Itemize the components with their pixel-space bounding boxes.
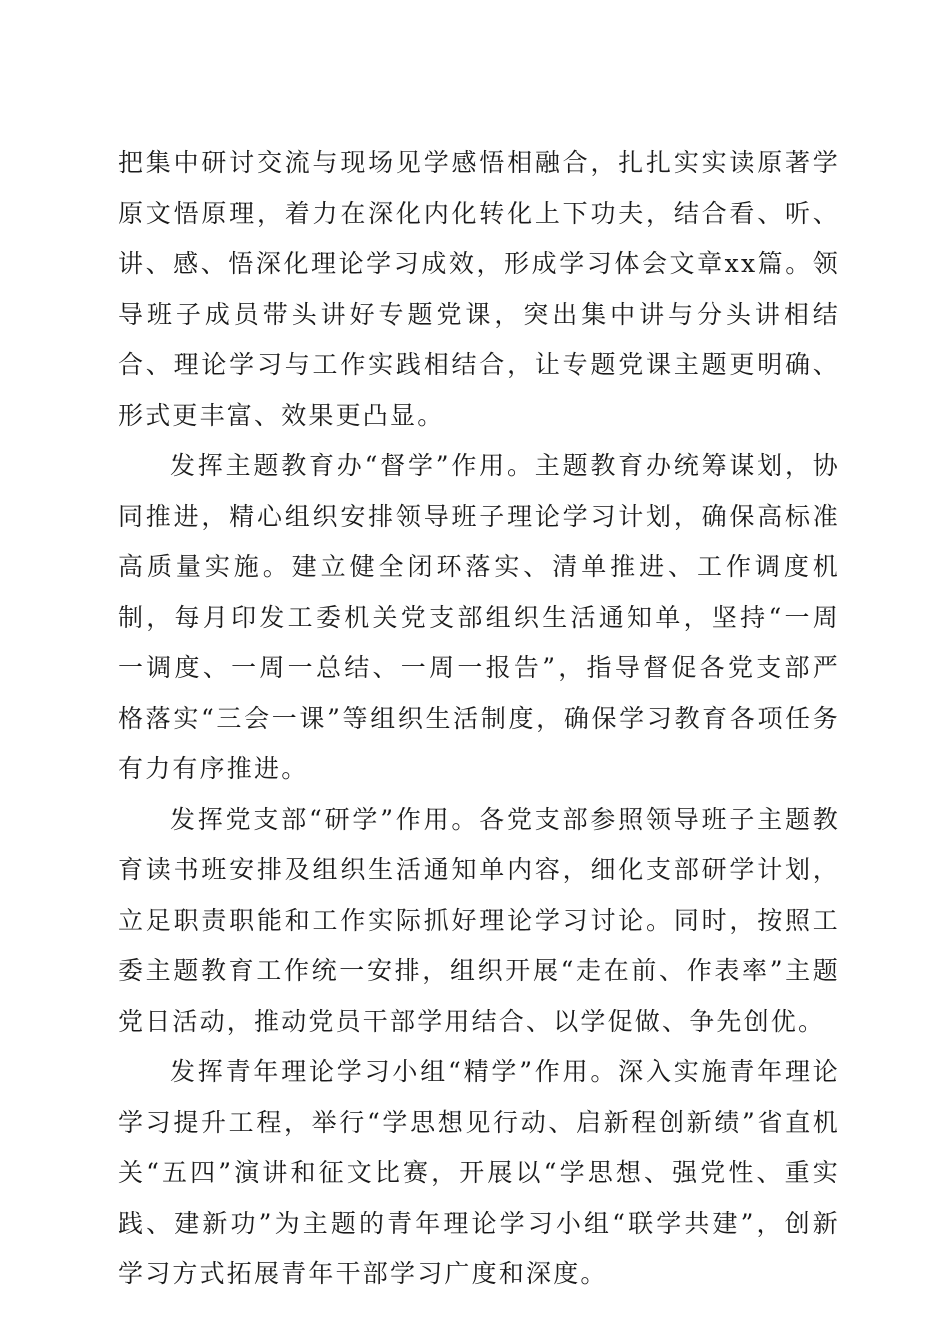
paragraph-1: 把集中研讨交流与现场见学感悟相融合，扎扎实实读原著学原文悟原理，着力在深化内化转化上下功夫，结合看、听、讲、感、悟深化理论学习成效，形成学习体会文章xx篇。领导班子成员带头讲好专题党课，突出集中讲与分头讲相结合、理论学习与工作实践相结合，让专题党课主题更明确、形式更丰富、效果更凸显。	[118, 148, 840, 430]
document-body	[118, 138, 840, 1300]
paragraph-3: 发挥党支部“研学”作用。各党支部参照领导班子主题教育读书班安排及组织生活通知单内容，细化支部研学计划，立足职责职能和工作实际抓好理论学习讨论。同时，按照工委主题教育工作统一安排，组织开展“走在前、作表率”主题党日活动，推动党员干部学用结合、以学促做、争先创优。	[118, 804, 840, 1036]
paragraph-2: 发挥主题教育办“督学”作用。主题教育办统筹谋划，协同推进，精心组织安排领导班子理论学习计划，确保高标准高质量实施。建立健全闭环落实、清单推进、工作调度机制，每月印发工委机关党支部组织生活通知单，坚持“一周一调度、一周一总结、一周一报告”，指导督促各党支部严格落实“三会一课”等组织生活制度，确保学习教育各项任务有力有序推进。	[118, 451, 840, 783]
paragraph-4: 发挥青年理论学习小组“精学”作用。深入实施青年理论学习提升工程，举行“学思想见行动、启新程创新绩”省直机关“五四”演讲和征文比赛，开展以“学思想、强党性、重实践、建新功”为主题的青年理论学习小组“联学共建”，创新学习方式拓展青年干部学习广度和深度。	[118, 1057, 840, 1288]
